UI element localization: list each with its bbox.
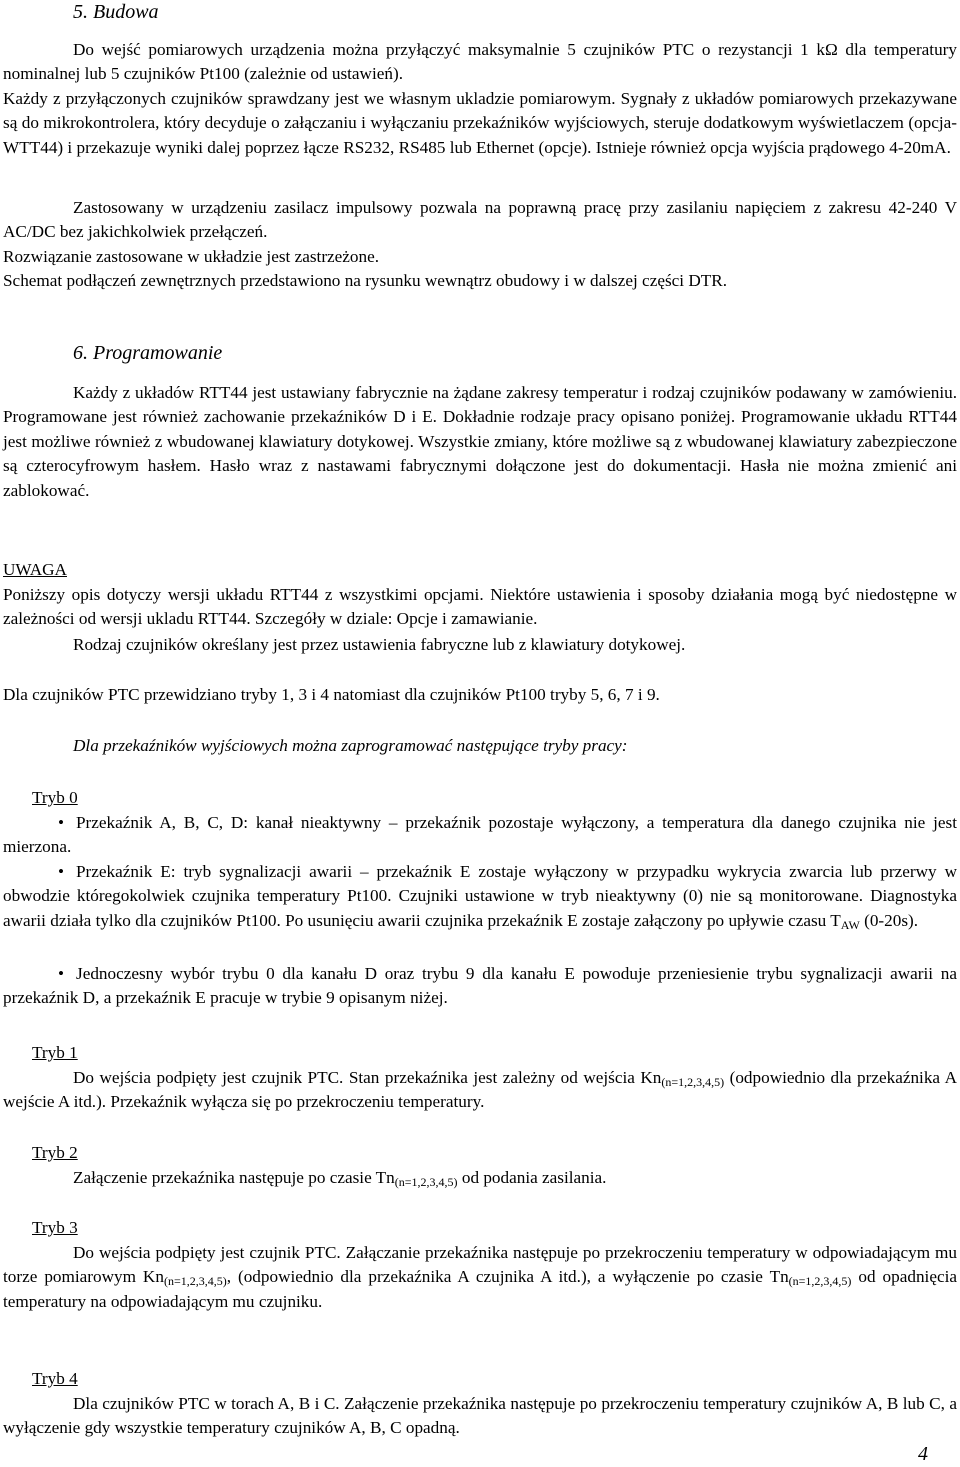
sensor-type-note: Rodzaj czujników określany jest przez ustawienia fabryczne lub z klawiatury dotykowej. [73, 635, 686, 654]
mode-0-bullet-1: • Przekaźnik A, B, C, D: kanał nieaktywny – przekaźnik pozostaje wyłączony, a temperatura dla danego czujnika nie jest mierzona. [3, 813, 957, 857]
mode-4-description: Dla czujników PTC w torach A, B i C. Załączenie przekaźnika następuje po przekroczeniu temperatury czujników A, B lub C, a wyłączenie gdy wszystkie temperatury czujników A, B, C opadną. [3, 1394, 957, 1438]
mode-4-heading: Tryb 4 [32, 1369, 78, 1388]
proprietary-note: Rozwiązanie zastosowane w układzie jest zastrzeżone. [3, 247, 380, 266]
section-5-paragraph-1 [3, 38, 957, 160]
mode-0-heading: Tryb 0 [32, 788, 78, 807]
bullet-icon: • [58, 964, 65, 983]
warning-paragraph: Poniższy opis dotyczy wersji układu RTT44 z wszystkimi opcjami. Niektóre ustawienia i sposoby działania mogą być niedostępne w zależności od wersji ukladu RTT44. Szczegóły w dziale: Opcje i zamawianie. [3, 585, 957, 629]
modes-per-sensor-note: Dla czujników PTC przewidziano tryby 1, 3 i 4 natomiast dla czujników Pt100 tryby 5, 6, 7 i 9. [3, 685, 660, 704]
bullet-icon: • [58, 813, 65, 832]
mode-0-bullet-2: • Przekaźnik E: tryb sygnalizacji awarii – przekaźnik E zostaje wyłączony w przypadku wykrycia zwarcia lub przerwy w obwodzie któregokolwiek czujnika temperatury Pt100. Czujniki ustawione w tryb nieaktywny (0) nie są monitorowane. Diagnostyka awarii działa tylko dla czujników Pt100. Po usunięciu awarii czujnika przekaźnik E zostaje załączony po upływie czasu $T_{AW}$ (0-20s). [3, 862, 957, 932]
page-number: 4 [918, 1443, 928, 1465]
section-6-heading: 6. Programowanie [73, 342, 223, 364]
mode-3-description: Do wejścia podpięty jest czujnik PTC. Załączanie przekaźnika następuje po przekroczeniu temperatury w odpowiadającym mu torze pomiarowym $Kn_{(n=1,2,3,4,5)}$, (odpowiednio dla przekaźnika A czujnika A itd.), a wyłączenie po czasie $Tn_{(n=1,2,3,4,5)}$ od opadnięcia temperatury na odpowiadającym mu czujniku. [3, 1243, 957, 1311]
mode-2-description: Załączenie przekaźnika następuje po czasie $Tn_{(n=1,2,3,4,5)}$ od podania zasilania. [73, 1168, 607, 1189]
bullet-icon: • [58, 862, 65, 881]
mode-1-description: Do wejścia podpięty jest czujnik PTC. Stan przekaźnika jest zależny od wejścia $Kn_{(n=1,2,3,4,5)}$ (odpowiednio dla przekaźnika A wejście A itd.). Przekaźnik wyłącza się po przekroczeniu temperatury. [3, 1068, 957, 1112]
mode-3-heading: Tryb 3 [32, 1218, 78, 1237]
mode-0-bullet-3: • Jednoczesny wybór trybu 0 dla kanału D oraz trybu 9 dla kanału E powoduje przeniesienie trybu sygnalizacji awarii na przekaźnik D, a przekaźnik E pracuje w trybie 9 opisanym niżej. [3, 964, 957, 1008]
measurement-description-text: Każdy z przyłączonych czujników sprawdzany jest we własnym ukladzie pomiarowym. Sygnały z układów pomiarowych przekazywane są do mikrokontrolera, który decyduje o załączaniu i wyłączaniu przekaźników wyjściowych, steruje dodatkowym wyświetlaczem (opcja-WTT44) i przekazuje wyniki dalej poprzez łącze RS232, RS485 lub Ethernet (opcje). Istnieje również opcja wyjścia prądowego 4-20mA. [3, 88, 957, 157]
modes-intro: Dla przekaźników wyjściowych można zaprogramować następujące tryby pracy: [73, 736, 628, 755]
warning-heading: UWAGA [3, 560, 67, 579]
wiring-diagram-note: Schemat podłączeń zewnętrznych przedstawiono na rysunku wewnątrz obudowy i w dalszej części DTR. [3, 271, 728, 290]
power-supply-paragraph: Zastosowany w urządzeniu zasilacz impulsowy pozwala na poprawną pracę przy zasilaniu napięciem z zakresu 42-240 V AC/DC bez jakichkolwiek przełączeń. [3, 198, 957, 242]
section-5-heading: 5. Budowa [73, 1, 159, 23]
sensor-inputs-text: Do wejść pomiarowych urządzenia można przyłączyć maksymalnie 5 czujników PTC o rezystancji 1 kΩ dla temperatury nominalnej lub 5 czujników Pt100 (zależnie od ustawień). [3, 40, 957, 84]
programming-paragraph: Każdy z układów RTT44 jest ustawiany fabrycznie na żądane zakresy temperatur i rodzaj czujników podawany w zamówieniu. Programowane jest również zachowanie przekaźników D i E. Dokładnie rodzaje pracy opisano poniżej. Programowanie układu RTT44 jest możliwe również z wbudowanej klawiatury dotykowej. Wszystkie zmiany, które możliwe są z wbudowanej klawiatury zabezpieczone są czterocyfrowym hasłem. Hasło wraz z nastawami fabrycznymi dołączone jest do dokumentacji. Hasła nie można zmienić ani zablokować. [3, 383, 957, 500]
mode-1-heading: Tryb 1 [32, 1043, 78, 1062]
mode-2-heading: Tryb 2 [32, 1143, 78, 1162]
